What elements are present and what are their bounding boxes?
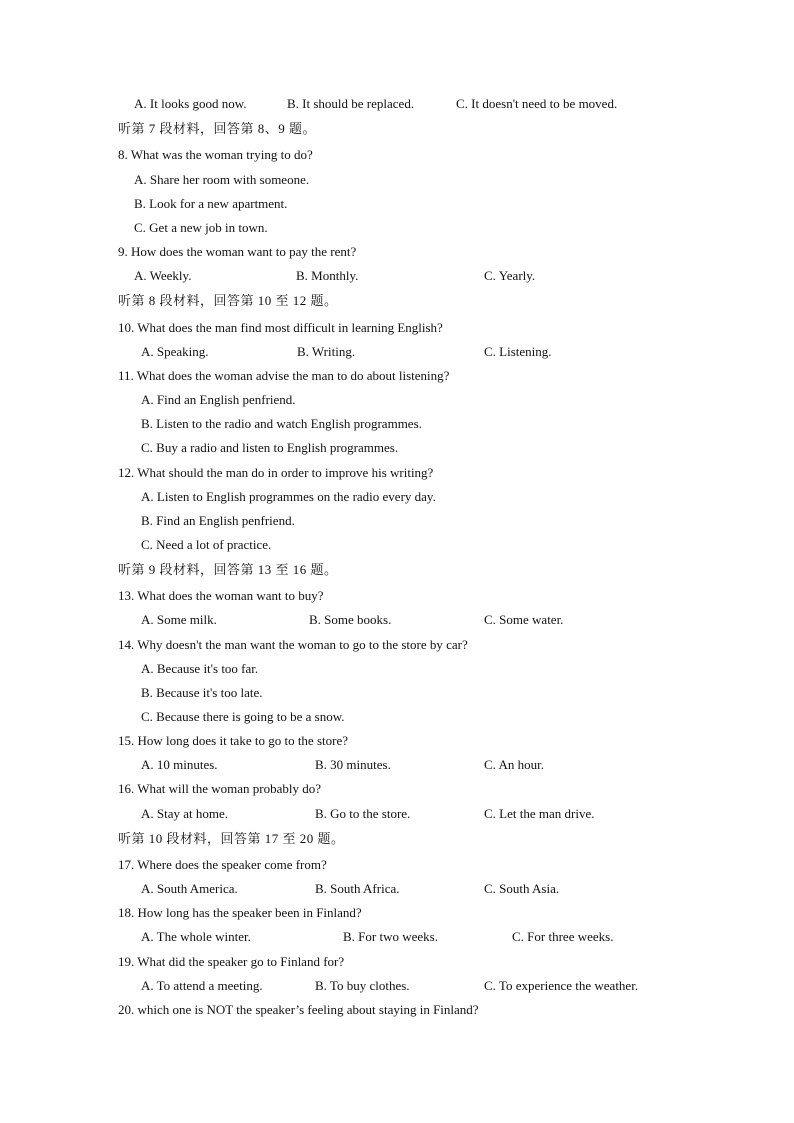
question-8-option-a: A. Share her room with someone. [134, 172, 310, 187]
section-heading-10: 听第 10 段材料，回答第 17 至 20 题。 [118, 831, 345, 846]
question-19-option-a: A. To attend a meeting. [141, 978, 263, 993]
question-20-stem: 20. which one is NOT the speaker’s feeling about staying in Finland? [118, 1002, 479, 1017]
prev-option-b: B. It should be replaced. [287, 96, 415, 111]
question-14-option-a: A. Because it's too far. [141, 661, 259, 676]
question-13-stem: 13. What does the woman want to buy? [118, 588, 324, 603]
question-13-option-a: A. Some milk. [141, 612, 217, 627]
section-heading-7: 听第 7 段材料，回答第 8、9 题。 [118, 121, 317, 136]
question-10-option-a: A. Speaking. [141, 344, 209, 359]
question-9-stem: 9. How does the woman want to pay the rent? [118, 244, 357, 259]
question-10-stem: 10. What does the man find most difficult in learning English? [118, 320, 443, 335]
question-17-option-a: A. South America. [141, 881, 238, 896]
question-12-option-b: B. Find an English penfriend. [141, 513, 295, 528]
question-19-option-c: C. To experience the weather. [484, 978, 639, 993]
question-17-option-c: C. South Asia. [484, 881, 560, 896]
question-13-option-b: B. Some books. [309, 612, 392, 627]
question-17-option-b: B. South Africa. [315, 881, 400, 896]
question-8-option-c: C. Get a new job in town. [134, 220, 268, 235]
prev-option-c: C. It doesn't need to be moved. [456, 96, 618, 111]
section-heading-9: 听第 9 段材料，回答第 13 至 16 题。 [118, 562, 338, 577]
question-17-stem: 17. Where does the speaker come from? [118, 857, 327, 872]
question-11-option-b: B. Listen to the radio and watch English programmes. [141, 416, 422, 431]
question-16-option-a: A. Stay at home. [141, 806, 229, 821]
question-14-option-b: B. Because it's too late. [141, 685, 263, 700]
question-13-option-c: C. Some water. [484, 612, 564, 627]
question-8-stem: 8. What was the woman trying to do? [118, 147, 313, 162]
question-12-option-a: A. Listen to English programmes on the radio every day. [141, 489, 436, 504]
question-10-option-c: C. Listening. [484, 344, 552, 359]
question-16-option-b: B. Go to the store. [315, 806, 411, 821]
question-10-option-b: B. Writing. [297, 344, 356, 359]
question-9-option-c: C. Yearly. [484, 268, 536, 283]
question-18-option-a: A. The whole winter. [141, 929, 251, 944]
section-heading-8: 听第 8 段材料，回答第 10 至 12 题。 [118, 293, 338, 308]
question-15-option-a: A. 10 minutes. [141, 757, 218, 772]
question-19-stem: 19. What did the speaker go to Finland for? [118, 954, 345, 969]
question-15-option-c: C. An hour. [484, 757, 544, 772]
question-9-option-a: A. Weekly. [134, 268, 192, 283]
question-18-stem: 18. How long has the speaker been in Finland? [118, 905, 362, 920]
question-8-option-b: B. Look for a new apartment. [134, 196, 288, 211]
question-12-stem: 12. What should the man do in order to improve his writing? [118, 465, 434, 480]
prev-option-a: A. It looks good now. [134, 96, 247, 111]
question-16-option-c: C. Let the man drive. [484, 806, 595, 821]
question-9-option-b: B. Monthly. [296, 268, 359, 283]
question-11-option-c: C. Buy a radio and listen to English programmes. [141, 440, 399, 455]
question-11-stem: 11. What does the woman advise the man to do about listening? [118, 368, 450, 383]
question-18-option-b: B. For two weeks. [343, 929, 438, 944]
question-16-stem: 16. What will the woman probably do? [118, 781, 322, 796]
question-11-option-a: A. Find an English penfriend. [141, 392, 296, 407]
question-12-option-c: C. Need a lot of practice. [141, 537, 272, 552]
question-18-option-c: C. For three weeks. [512, 929, 614, 944]
question-15-stem: 15. How long does it take to go to the store? [118, 733, 348, 748]
question-15-option-b: B. 30 minutes. [315, 757, 391, 772]
question-14-stem: 14. Why doesn't the man want the woman to go to the store by car? [118, 637, 468, 652]
question-14-option-c: C. Because there is going to be a snow. [141, 709, 345, 724]
question-19-option-b: B. To buy clothes. [315, 978, 410, 993]
